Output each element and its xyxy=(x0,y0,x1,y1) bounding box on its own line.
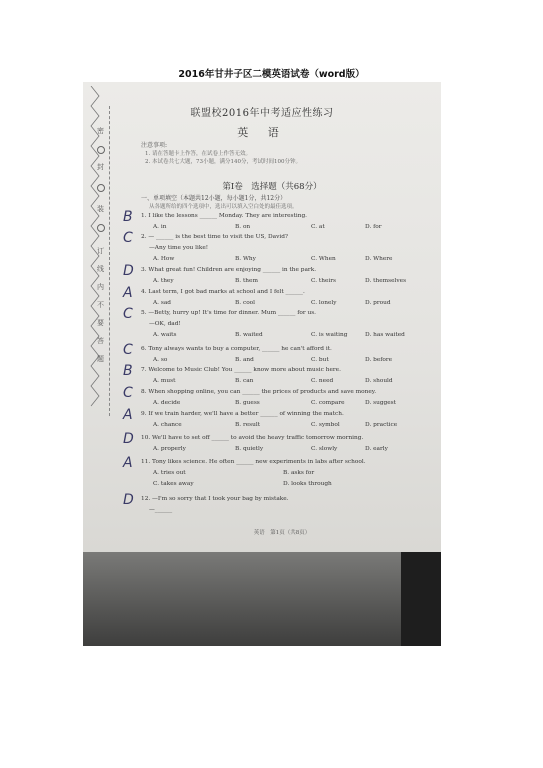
binding-char: 不 xyxy=(97,301,104,309)
desk-background xyxy=(83,552,441,646)
answer-option: D. before xyxy=(365,357,393,363)
binding-char: 线 xyxy=(97,265,104,273)
answer-option: A. tries out xyxy=(153,470,186,476)
answer-option: B. result xyxy=(235,422,261,428)
question-stem: 12. —I'm so sorry that I took your bag by mistake. xyxy=(141,496,289,502)
answer-option: C. but xyxy=(311,357,329,363)
answer-option: D. proud xyxy=(365,300,391,306)
binding-char: 封 xyxy=(97,163,104,171)
answer-option: D. suggest xyxy=(365,400,396,406)
answer-option: B. quietly xyxy=(235,446,264,452)
answer-option: A. decide xyxy=(153,400,181,406)
handwritten-answer-mark: C xyxy=(123,385,133,401)
binding-circle xyxy=(97,146,105,154)
shadow-corner xyxy=(401,552,441,646)
exam-paper xyxy=(83,82,441,552)
question-stem: 6. Tony always wants to buy a computer, ______ he can't afford it. xyxy=(141,346,332,352)
binding-char: 密 xyxy=(97,127,104,135)
section-title: 一、单项填空（本题共12小题，每小题1分，共12分） xyxy=(141,195,287,202)
answer-option: B. guess xyxy=(235,400,260,406)
answer-option: B. cool xyxy=(235,300,256,306)
question-reply: —OK, dad! xyxy=(149,321,181,327)
answer-option: D. looks through xyxy=(283,481,332,487)
question-stem: 9. If we train harder, we'll have a better ______ of winning the match. xyxy=(141,411,344,417)
answer-option: D. for xyxy=(365,224,382,230)
binding-circle xyxy=(97,224,105,232)
question-stem: 4. Last term, I got bad marks at school and I felt ______. xyxy=(141,289,305,295)
answer-option: B. waited xyxy=(235,332,263,338)
part-title: 第Ⅰ卷 选择题（共68分） xyxy=(222,182,322,192)
document-title: 2016年甘井子区二模英语试卷（word版） xyxy=(178,69,365,80)
handwritten-answer-mark: A xyxy=(123,407,133,423)
answer-option: A. properly xyxy=(153,446,186,452)
answer-option: A. in xyxy=(153,224,167,230)
answer-option: B. can xyxy=(235,378,254,384)
question-reply: —______ xyxy=(149,507,173,513)
answer-option: B. them xyxy=(235,278,258,284)
handwritten-answer-mark: C xyxy=(123,342,133,358)
question-stem: 8. When shopping online, you can ______ the prices of products and save money. xyxy=(141,389,377,395)
answer-option: A. must xyxy=(153,378,176,384)
question-stem: 3. What great fun! Children are enjoying ______ in the park. xyxy=(141,267,317,273)
question-reply: —Any time you like! xyxy=(149,245,209,251)
answer-option: A. chance xyxy=(153,422,182,428)
section-instructions: 从各题所给的四个选项中，选出可以填入空白处的最佳选项。 xyxy=(149,204,298,210)
answer-option: B. Why xyxy=(235,256,256,262)
answer-option: C. is waiting xyxy=(311,332,348,338)
binding-char: 题 xyxy=(97,355,104,363)
handwritten-answer-mark: B xyxy=(123,209,133,225)
binding-char: 内 xyxy=(97,283,104,291)
handwritten-answer-mark: D xyxy=(123,492,134,508)
handwritten-answer-mark: C xyxy=(123,230,133,246)
answer-option: D. practice xyxy=(365,422,398,428)
answer-option: C. When xyxy=(311,256,336,262)
binding-char: 订 xyxy=(97,247,104,255)
answer-option: C. slowly xyxy=(311,446,338,452)
answer-option: A. How xyxy=(153,256,175,262)
question-stem: 2. — ______ is the best time to visit the US, David? xyxy=(141,234,289,240)
answer-option: D. has waited xyxy=(365,332,405,338)
answer-option: A. they xyxy=(153,278,174,284)
binding-char: 要 xyxy=(97,319,104,327)
answer-option: A. so xyxy=(153,357,168,363)
handwritten-answer-mark: A xyxy=(123,285,133,301)
answer-option: B. asks for xyxy=(283,470,315,476)
answer-option: C. need xyxy=(311,378,334,384)
answer-option: D. themselves xyxy=(365,278,407,284)
page-footer: 英语 第1页（共8页） xyxy=(253,530,311,536)
question-stem: 5. —Betty, hurry up! It's time for dinner. Mum ______ for us. xyxy=(141,310,317,316)
answer-option: D. early xyxy=(365,446,388,452)
answer-option: C. theirs xyxy=(311,278,337,284)
answer-option: C. at xyxy=(311,224,325,230)
notes-list xyxy=(145,150,301,166)
binding-char: 答 xyxy=(97,337,104,345)
answer-option: D. Where xyxy=(365,256,393,262)
exam-photo xyxy=(83,82,441,646)
exam-subject: 英 语 xyxy=(237,126,287,139)
answer-option: A. waits xyxy=(153,332,177,338)
question-stem: 1. I like the lessons ______ Monday. They are interesting. xyxy=(141,213,308,219)
binding-dashline xyxy=(109,106,110,416)
question-stem: 11. Tony likes science. He often ______ new experiments in labs after school. xyxy=(141,459,366,465)
handwritten-answer-mark: D xyxy=(123,431,134,447)
handwritten-answer-mark: C xyxy=(123,306,133,322)
handwritten-answer-mark: A xyxy=(123,455,133,471)
question-stem: 10. We'll have to set off ______ to avoid the heavy traffic tomorrow morning. xyxy=(141,435,364,441)
answer-option: C. symbol xyxy=(311,422,340,428)
note-item: 1. 请在答题卡上作答，在试卷上作答无效。 xyxy=(145,151,251,157)
binding-char: 装 xyxy=(97,205,104,213)
answer-option: C. compare xyxy=(311,400,345,406)
note-item: 2. 本试卷共七大题，73小题，满分140分，考试时间100分钟。 xyxy=(145,159,301,165)
answer-option: C. lonely xyxy=(311,300,337,306)
answer-option: B. and xyxy=(235,357,254,363)
exam-header: 联盟校2016年中考适应性练习 xyxy=(190,108,334,119)
handwritten-answer-mark: B xyxy=(123,363,133,379)
answer-option: D. should xyxy=(365,378,393,384)
question-stem: 7. Welcome to Music Club! You ______ know more about music here. xyxy=(141,367,341,373)
handwritten-answer-mark: D xyxy=(123,263,134,279)
answer-option: A. sad xyxy=(153,300,172,306)
notes-title: 注意事项: xyxy=(141,142,168,149)
answer-option: B. on xyxy=(235,224,251,230)
answer-option: C. takes away xyxy=(153,481,194,487)
